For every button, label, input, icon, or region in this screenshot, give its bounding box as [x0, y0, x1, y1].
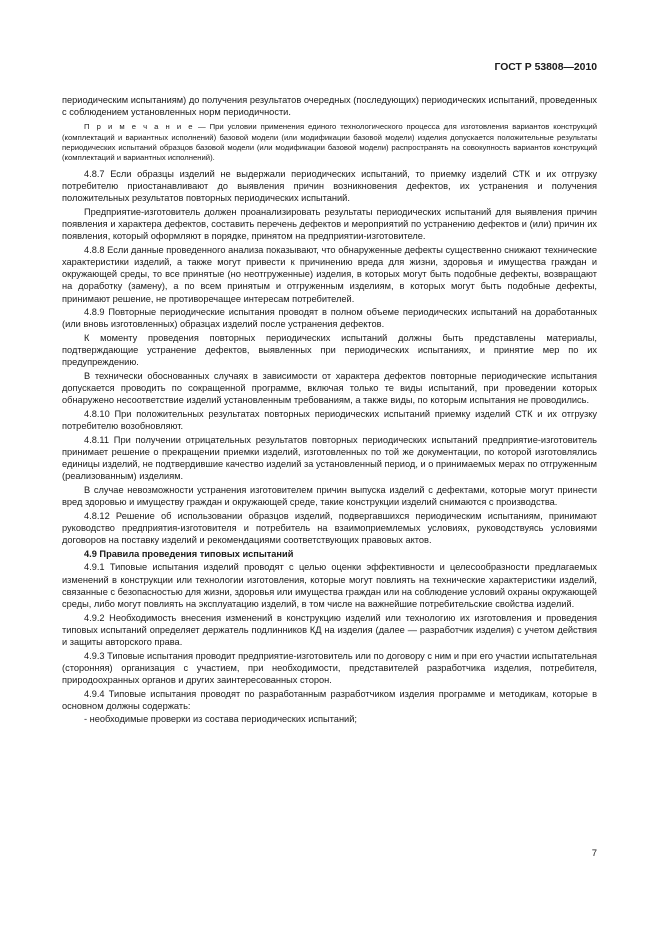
- paragraph: В технически обоснованных случаях в зависимости от характера дефектов повторные периодические испытания допускается проводить по сокращенной программе, включая только те виды испытаний, при проведении которых обнаружено несоответствие изделий установленным требованиям, а также виды, по которым испытания не проводились.: [62, 370, 597, 406]
- paragraph: 4.8.12 Решение об использовании образцов изделий, подвергавшихся периодическим испытаниям, принимают руководство предприятия-изготовителя и потребитель на взаимоприемлемых условиях, руководствуясь условиями договоров на поставку изделий и рекомендациями соответствующих правовых актов.: [62, 510, 597, 546]
- document-body: [62, 94, 597, 727]
- note-label: П р и м е ч а н и е: [84, 122, 195, 132]
- page-number: 7: [591, 848, 597, 859]
- paragraph: В случае невозможности устранения изготовителем причин выпуска изделий с дефектами, которые могут принести вред здоровью и имуществу граждан и окружающей среде, такие конструкции изделий снимаются с производства.: [62, 484, 597, 508]
- document-code: ГОСТ Р 53808—2010: [494, 62, 597, 73]
- paragraph: Предприятие-изготовитель должен проанализировать результаты периодических испытаний для выявления причин появления и характера дефектов, составить перечень дефектов и мероприятий по устранению дефектов и (или) причин их появления, который оформляют в порядке, принятом на предприятии-изготовителе.: [62, 206, 597, 242]
- paragraph: 4.8.8 Если данные проведенного анализа показывают, что обнаруженные дефекты существенно снижают технические характеристики изделий, а также могут привести к причинению вреда для жизни, здоровья и имущества граждан и окружающей среды, то все принятые (но неотгруженные) изделия, в которых могут быть подобные дефекты, возвращают на доработку (замену), а по всем принятым и отгруженным изделиям, в которых могут быть подобные дефекты, принимают решение, не противоречащее интересам потребителей.: [62, 244, 597, 304]
- paragraph: 4.9.2 Необходимость внесения изменений в конструкцию изделий или технологию их изготовления и проведения типовых испытаний определяет держатель подлинников КД на изделия (далее — разработчик изделия) с учетом действия и защиты авторского права.: [62, 612, 597, 647]
- paragraph: 4.8.10 При положительных результатах повторных периодических испытаний приемку изделий СТК и их отгрузку потребителю возобновляют.: [62, 408, 597, 432]
- note-paragraph: [62, 122, 597, 162]
- paragraph: 4.9.3 Типовые испытания проводит предприятие-изготовитель или по договору с ним и при его участии испытательная (сторонняя) организация с участием, при необходимости, представителей разработчика изделия, потребителя, природоохранных органов и других заинтересованных сторон.: [62, 650, 597, 685]
- paragraph: 4.8.7 Если образцы изделий не выдержали периодических испытаний, то приемку изделий СТК и их отгрузку потребителю приостанавливают до выявления причин возникновения дефектов, их устранения и получения положительных результатов повторных периодических испытаний.: [62, 168, 597, 204]
- paragraph: 4.9.1 Типовые испытания изделий проводят с целью оценки эффективности и целесообразности предлагаемых изменений в конструкции или технологии изготовления, которые могут повлиять на технические характеристики изделий, связанные с безопасностью для жизни, здоровья или имущества граждан или на соблюдение условий охраны окружающей среды, либо могут повлиять на эксплуатацию изделий, в том числе на важнейшие потребительские свойства изделий.: [62, 562, 597, 609]
- list-item: - необходимые проверки из состава периодических испытаний;: [84, 714, 357, 725]
- paragraph: 4.8.11 При получении отрицательных результатов повторных периодических испытаний предприятие-изготовитель принимает решение о прекращении приемки изделий, изготовленных по той же документации, по которой изготовлялись единицы изделий, не подтвердившие качество изделий за установленный период, и о принимаемых мерах по отгруженным (реализованным) изделиям.: [62, 434, 597, 482]
- section-heading: 4.9 Правила проведения типовых испытаний: [84, 548, 294, 559]
- paragraph: 4.9.4 Типовые испытания проводят по разработанным разработчиком изделия программе и методикам, которые в основном должны содержать:: [62, 688, 597, 711]
- paragraph: периодическим испытаниям) до получения результатов очередных (последующих) периодических испытаний, проведенных с соблюдением установленных норм периодичности.: [62, 95, 597, 118]
- paragraph: К моменту проведения повторных периодических испытаний должны быть представлены материалы, подтверждающие устранение дефектов, выявленных при периодических испытаниях, и принятие мер по их предупреждению.: [62, 332, 597, 368]
- paragraph: 4.8.9 Повторные периодические испытания проводят в полном объеме периодических испытаний на доработанных (или вновь изготовленных) образцах изделий после устранения дефектов.: [62, 307, 597, 330]
- note-text: — При условии применения единого технологического процесса для изготовления вариантов конструкций (комплектаций и вариантных исполнений) базовой модели (или модификации базовой модели) изделия допускается положительные результаты периодических испытаний образцов базовой модели (или модификации базовой модели) распространять на совокупность вариантов конструкций (комплектаций и вариантных исполнений).: [62, 122, 597, 162]
